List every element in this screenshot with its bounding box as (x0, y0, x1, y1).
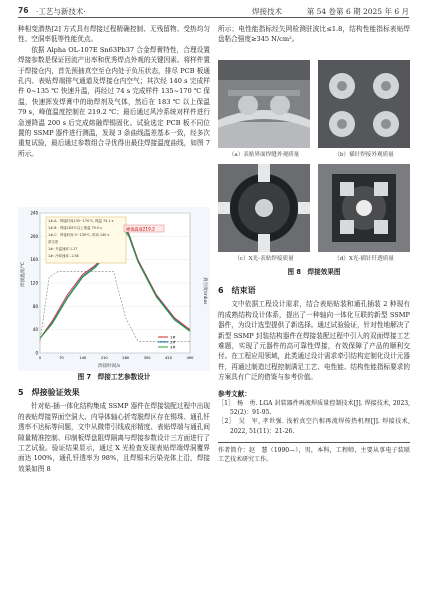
chart-annotation: 真空度 (48, 240, 59, 244)
section-6-title: 6 结束语 (218, 286, 256, 295)
y-tick-label: 160 (30, 257, 38, 263)
paragraph: 针对贴-插一体化结构集成 SSMP 器件在焊接装配过程中出现的表贴焊接界面空洞大、内导体轴心折弯脱焊区存在锡珠、通孔钎透率不达标等问题，文中从微带引线成形精度、表贴焊端与通孔间隙量精准控制、印制板焊盘阻焊隔离与焊接参数设计三方面进行了工艺试验。验证结果显示，通过 X 光检查发现表贴焊端焊洞覆界面达 100%，通孔钎透率为 98%，且焊锡未污染壳体上沿，焊接效果如图 8 (18, 402, 210, 473)
subcaption-d: （d）X光-插针钎透质量 (334, 256, 394, 262)
left-column-bottom (18, 388, 210, 474)
left-column-top (18, 24, 210, 159)
y-tick-label: 40 (32, 327, 38, 333)
y-tick-label: 0 (35, 350, 38, 356)
y-tick-label: 240 (30, 210, 38, 216)
right-column-top (218, 24, 410, 45)
x-tick-label: 420 (165, 356, 173, 360)
chart-annotation: 1#-C：焊接时间 0~135℃, 时间 140 s (48, 233, 110, 237)
y-tick-label: 200 (30, 233, 38, 239)
y-axis-label: 焊接温度/℃ (21, 261, 26, 287)
chart-annotation: 1#: 升温速率 1.27 (48, 247, 78, 251)
journal-title: 焊接技术 (252, 7, 282, 16)
chart-annotation: 1#-B：焊接183℃以上保温 79.0 s (48, 226, 102, 230)
references-title: 参考文献： (218, 389, 251, 398)
x-tick-label: 70 (59, 356, 64, 360)
reference-item: ［1］ 杨 勇. LGA 封装器件再流焊质量控制技术[J]. 焊接技术, 2023, 52(2)：91-95. (218, 400, 410, 417)
reference-item: ［2］ 吴 军, 孝世强. 浅析真空汽相再流焊传热机理[J]. 焊接技术, 2022, 51(11)：21-26. (218, 418, 410, 435)
chart-annotation: 1#-A：焊接时间135~170℃, 保温 74.1 s (48, 219, 114, 223)
x-axis-label: 焊接时间/s (98, 364, 121, 369)
figure-7 (18, 207, 210, 383)
legend-label: 3# (170, 344, 176, 350)
references (218, 389, 410, 436)
figure-7-caption: 图 7 焊接工艺参数设计 (77, 373, 151, 381)
header-rule (18, 17, 409, 18)
x-tick-label: 280 (122, 356, 130, 360)
x-tick-label: 140 (79, 356, 87, 360)
right-column-bottom (218, 286, 410, 464)
chart-annotation: 1#: 冷却速率 -1.58 (48, 254, 79, 258)
xray-c (218, 164, 310, 252)
volume-info: 第 54 卷第 6 期 2025 年 6 月 (306, 7, 409, 16)
legend-label: 2# (170, 339, 176, 345)
temperature-profile-chart (18, 207, 210, 371)
paragraph: 文中依据工程设计需求，结合表贴贴装和通孔插装 2 种现有的成熟结构设计体系，提出了一种轴向一体化互联的新型 SSMP 器件，为设计选型提供了新选择。通过试验验证，针对性地解决了新型 SSMP 封装结构器件在焊接装配过程中引入的双面焊接工艺难题，实现了元器件的高可靠性焊接，有效保障了产品的顺利交付。在工程应用领域，此类通过设计需求牵引结构定制化设计元器件，再通过制造过程控制满足工艺、电性能、结构性能指标要求的方案具有广泛的借鉴与参考价值。 (218, 300, 410, 382)
legend-label: 1# (170, 334, 176, 340)
figure-8 (218, 60, 410, 276)
paragraph: 依据 Alpha OL-107E Sn63Pb37 合金焊膏特性，合理设置焊接参数是保证回流产出率和优秀焊点外观的关键因素。将样件置于焊接仓内，首先预抽真空至仓内处于负压状态，排尽 PCB 板通孔内、表贴焊端排气通道及焊接仓内空气；其次经 140 s 完成样件 0~135 ℃ 快速升温，再经过 74 s 完成样件 135~170 ℃ 保温，快速挥发焊膏中的助焊剂及气体，然后在 183 ℃ 以上保温 79 s，峰值温度控制在 219.2 ℃；最后通过风冷系统对样件进行急速降温 200 s 后完成熔融焊锡固化。试验选定 PCB 板不同位置的 SSMP 器件进行测温，发现 3 条曲线温差基本一致，经多次重复试验，最后通过参数组合寻优得出最佳焊接温度曲线，如图 7 所示。 (18, 45, 210, 158)
x-tick-label: 350 (143, 356, 151, 360)
photo-a (218, 60, 310, 148)
y2-axis-label: 真空度/mbar (202, 277, 207, 305)
y-tick-label: 120 (30, 280, 38, 286)
page-number: 76 (18, 6, 29, 15)
figure-8-caption: 图 8 焊接效果图 (287, 268, 341, 276)
x-tick-label: 490 (186, 356, 194, 360)
section-5-title: 5 焊接验证效果 (18, 388, 80, 397)
subcaption-a: （a）表贴界面焊缝外观质量 (228, 152, 300, 158)
xray-d (318, 164, 410, 252)
paragraph: 所示；电性能指标经矢网检测驻波比≤1.8，结构性能指标表贴焊盘粘合强度≥345 N/cm²。 (218, 25, 410, 44)
x-tick-label: 0 (38, 356, 42, 360)
section-label: ·工艺与新技术· (36, 7, 86, 16)
subcaption-b: （b）插针焊接外观质量 (334, 152, 394, 158)
x-tick-label: 210 (100, 356, 108, 360)
subcaption-c: （c）X光-表贴焊接质量 (234, 256, 294, 262)
peak-label: 峰值温度219.2 (126, 226, 155, 232)
photo-b (318, 60, 410, 148)
paragraph: 种相变潜热[2] 方式具有焊接过程精确控制、无残留物、受热均匀性、空洞率低等性能优点。 (18, 25, 210, 44)
page-header (18, 4, 409, 18)
y-tick-label: 80 (32, 303, 38, 309)
author-note: 作者简介：赵 慧（1990—），男，本科，工程师，主要从事电子装联工艺技术研究工作。 (218, 442, 410, 464)
